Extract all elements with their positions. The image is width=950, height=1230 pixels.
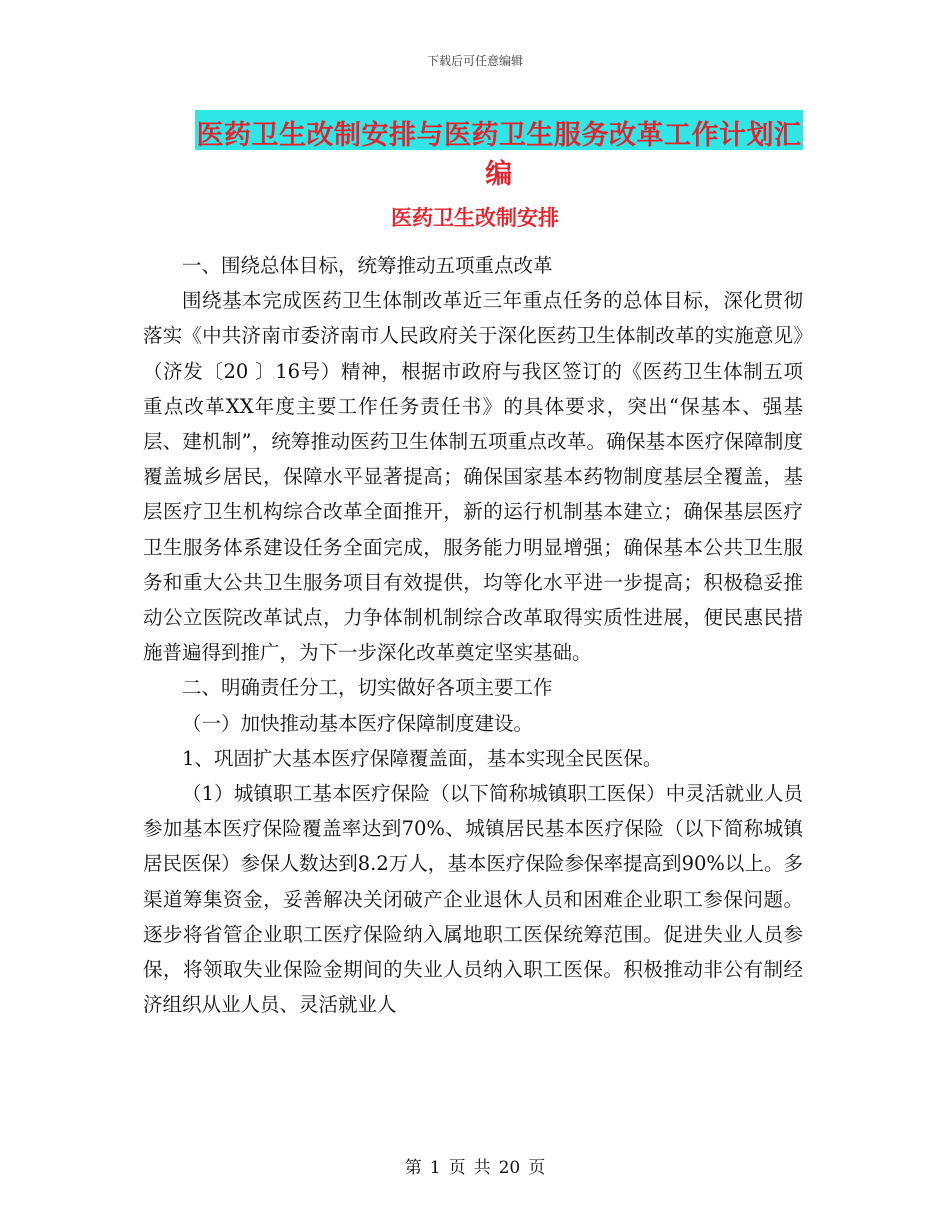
heading-2: 二、明确责任分工，切实做好各项主要工作 bbox=[182, 676, 553, 700]
body-paragraph: 围绕基本完成医药卫生体制改革近三年重点任务的总体目标，深化贯彻落实《中共济南市委济南市人民政府关于深化医药卫生体制改革的实施意见》（济发〔20 〕16号）精神，根据市政府与我区签订的《医药卫生体制五项重点改革XX年度主要工作任务责任书》的具体要求，突出“保基本、强基层、建机制”，统筹推动医药卫生体制五项重点改革。确保基本医疗保障制度覆盖城乡居民，保障水平显著提高；确保国家基本药物制度基层全覆盖，基层医疗卫生机构综合改革全面推开，新的运行机制基本建立；确保基层医疗卫生服务体系建设任务全面完成，服务能力明显增强；确保基本公共卫生服务和重大公共卫生服务项目有效提供，均等化水平进一步提高；积极稳妥推动公立医院改革试点，力争体制机制综合改革取得实质性进展，便民惠民措施普遍得到推广，为下一步深化改革奠定坚实基础。 bbox=[143, 289, 803, 665]
body-paragraph: （1）城镇职工基本医疗保险（以下简称城镇职工医保）中灵活就业人员参加基本医疗保险覆盖率达到70%、城镇居民基本医疗保险（以下简称城镇居民医保）参保人数达到8.2万人，基本医疗保险参保率提高到90%以上。多渠道筹集资金，妥善解决关闭破产企业退休人员和困难企业职工参保问题。逐步将省管企业职工医疗保险纳入属地职工医保统筹范围。促进失业人员参保，将领取失业保险金期间的失业人员纳入职工医保。积极推动非公有制经济组织从业人员、灵活就业人 bbox=[143, 782, 803, 1017]
footer-suffix: 页 bbox=[528, 1158, 546, 1178]
footer-total-word: 共 bbox=[473, 1158, 491, 1178]
sub-heading: （一）加快推动基本医疗保障制度建设。 bbox=[182, 711, 534, 735]
page-footer bbox=[0, 1153, 950, 1178]
document-body bbox=[143, 248, 803, 1022]
total-page-number: 20 bbox=[498, 1158, 521, 1178]
document-title: 医药卫生改制安排与医药卫生服务改革工作计划汇编 bbox=[196, 120, 802, 190]
list-item: 1、巩固扩大基本医疗保障覆盖面，基本实现全民医保。 bbox=[182, 746, 663, 770]
section-title: 医药卫生改制安排 bbox=[391, 206, 559, 230]
current-page-number: 1 bbox=[429, 1158, 441, 1178]
heading-1: 一、围绕总体目标，统筹推动五项重点改革 bbox=[182, 254, 553, 277]
footer-page-word: 页 bbox=[448, 1158, 466, 1178]
header-note: 下载后可任意编辑 bbox=[426, 54, 523, 68]
footer-prefix: 第 bbox=[404, 1158, 422, 1178]
